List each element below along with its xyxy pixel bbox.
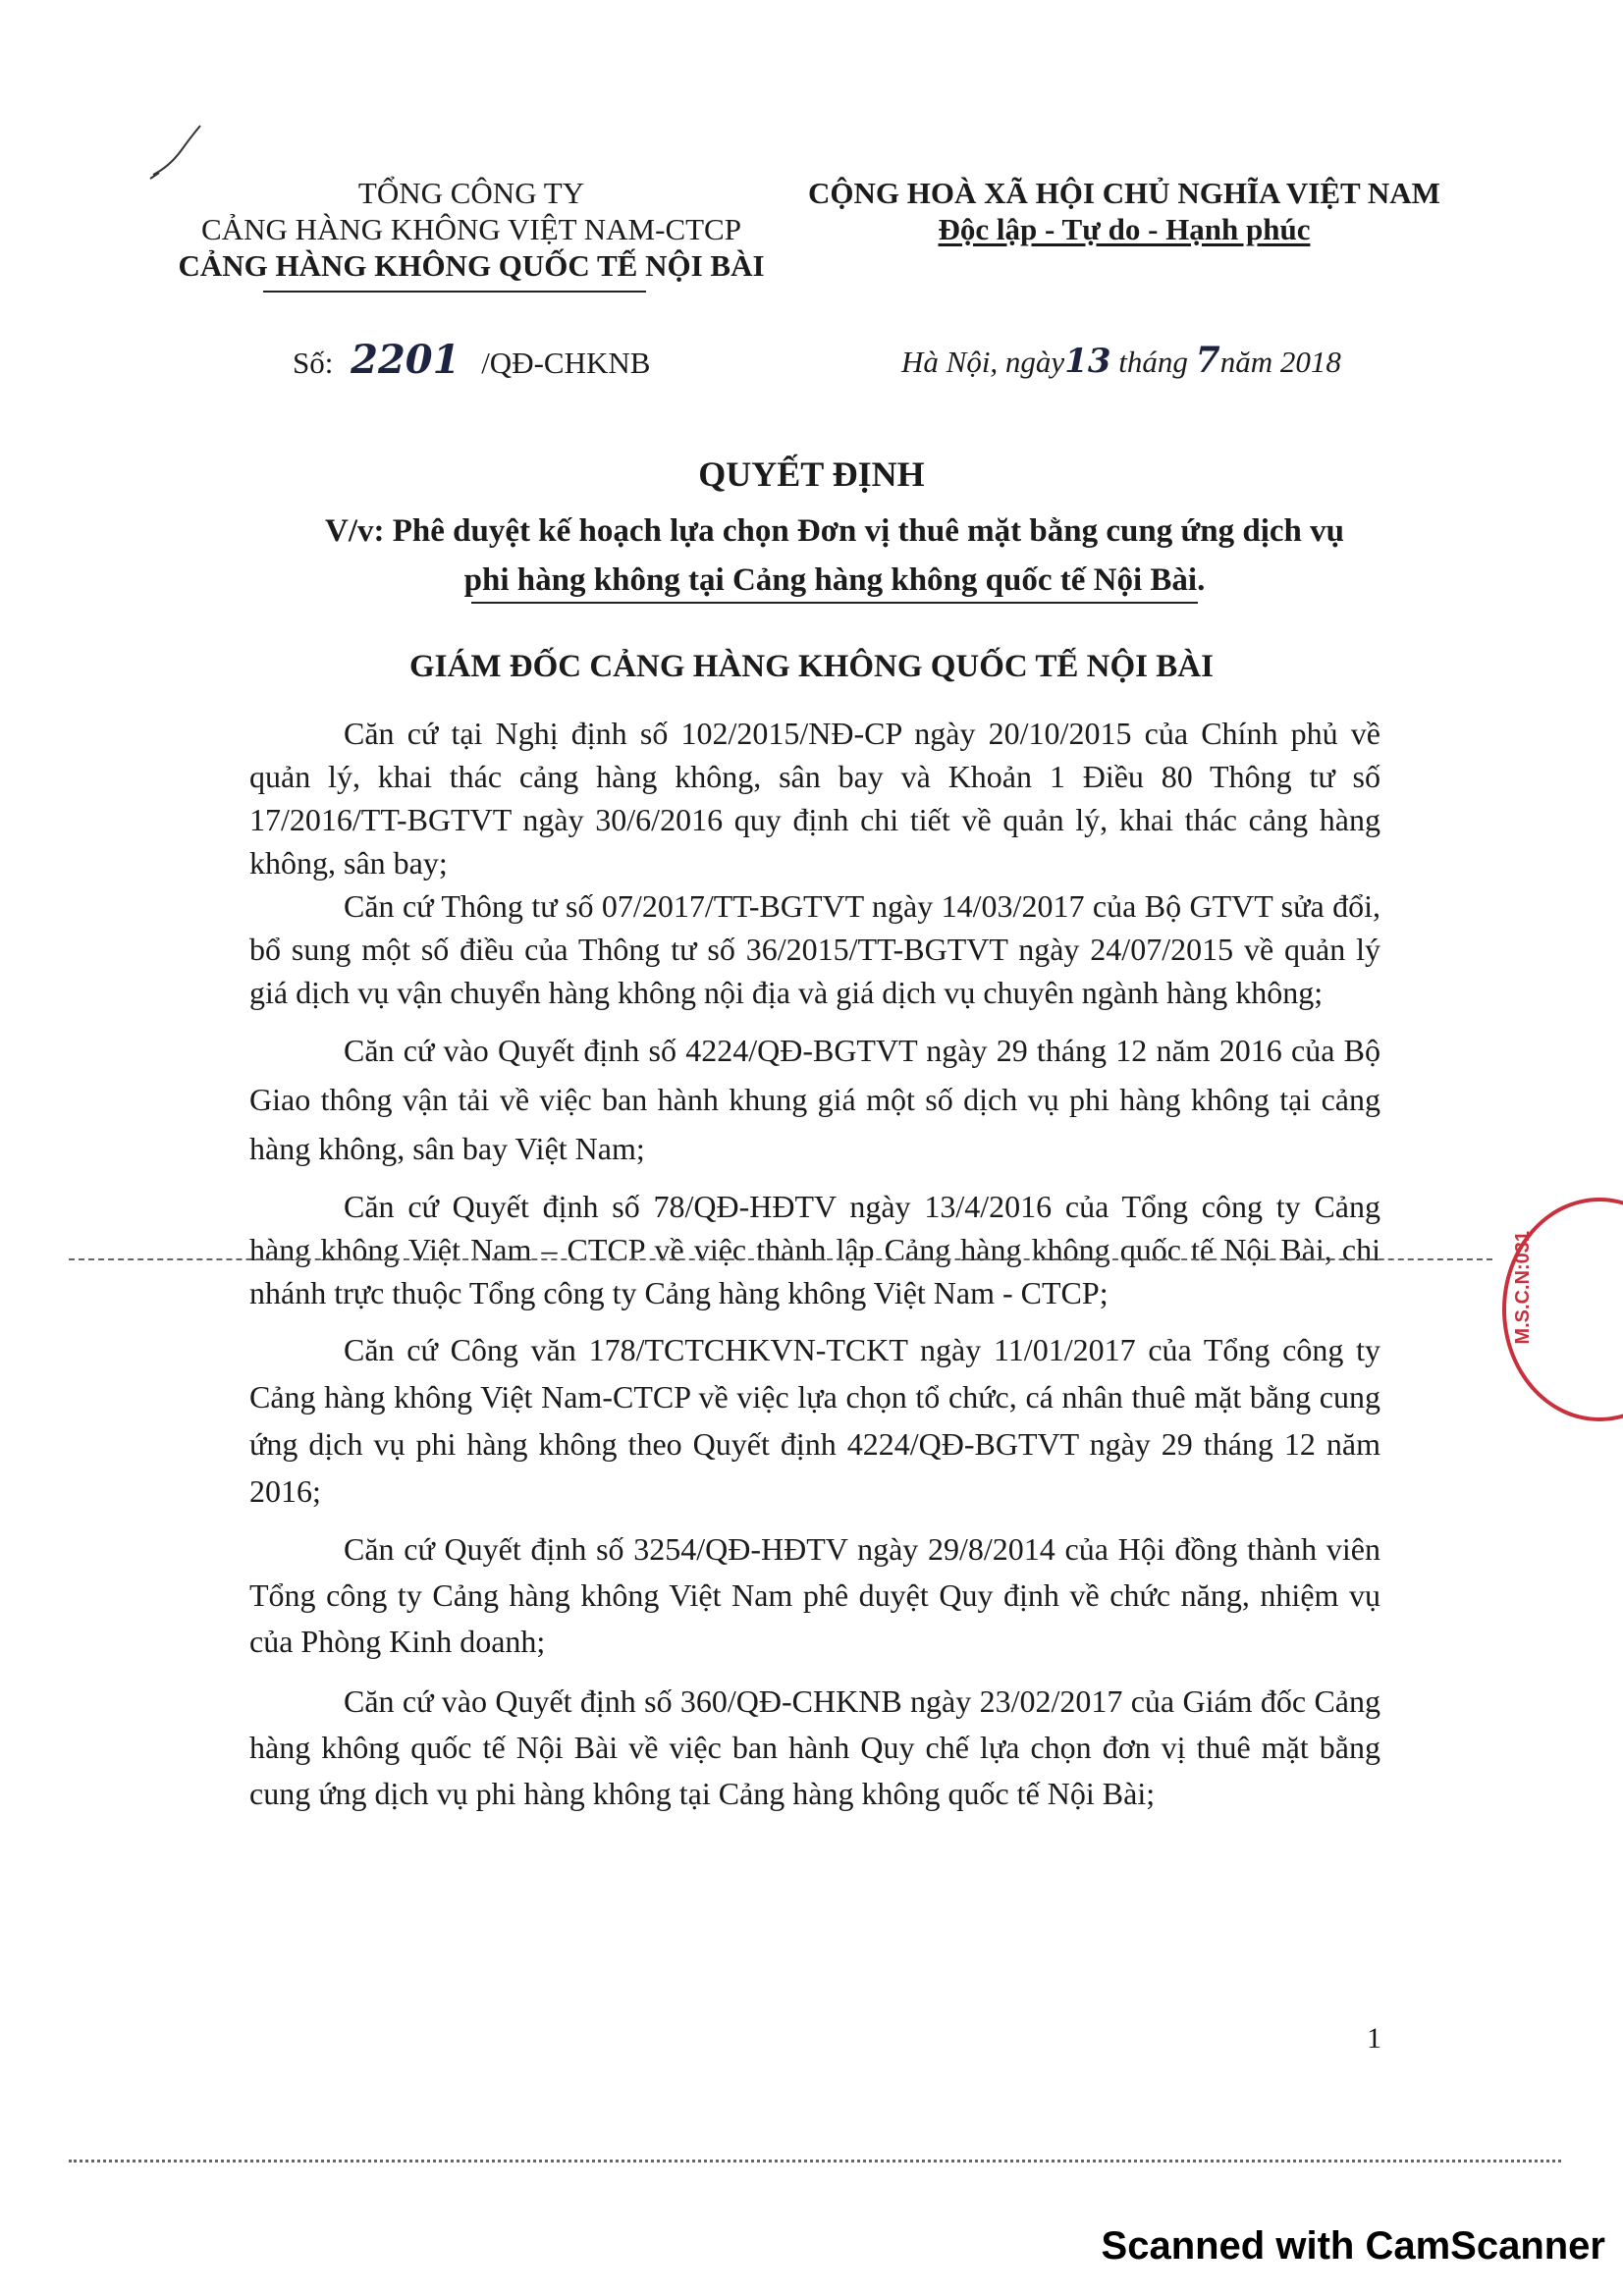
issuing-authority: GIÁM ĐỐC CẢNG HÀNG KHÔNG QUỐC TẾ NỘI BÀI bbox=[409, 649, 1214, 684]
date-year: năm 2018 bbox=[1219, 345, 1341, 379]
left-header bbox=[157, 175, 785, 284]
document-title: QUYẾT ĐỊNH bbox=[698, 454, 925, 494]
handwritten-month: 7 bbox=[1195, 340, 1220, 381]
document-number bbox=[293, 336, 650, 388]
agency-parent: TỔNG CÔNG TY bbox=[357, 176, 585, 210]
document-body bbox=[249, 712, 1380, 1817]
agency-name: CẢNG HÀNG KHÔNG QUỐC TẾ NỘI BÀI bbox=[178, 248, 765, 283]
subject-line-2: phi hàng không tại Cảng hàng không quốc tế Nội Bài. bbox=[463, 562, 1206, 598]
date-prefix: Hà Nội, ngày bbox=[901, 345, 1065, 379]
fold-line bbox=[69, 1258, 1492, 1260]
right-header bbox=[805, 175, 1443, 247]
number-prefix: Số: bbox=[293, 346, 334, 380]
subject-underline bbox=[471, 602, 1198, 604]
page-number: 1 bbox=[1367, 2022, 1381, 2055]
stamp-text: M.S.C.N:031 bbox=[1512, 1231, 1534, 1345]
camscanner-watermark: Scanned with CamScanner bbox=[1101, 2224, 1605, 2268]
agency-corporation: CẢNG HÀNG KHÔNG VIỆT NAM-CTCP bbox=[201, 212, 741, 246]
agency-underline bbox=[263, 291, 646, 293]
date-month-label: tháng bbox=[1118, 345, 1188, 379]
handwritten-day: 13 bbox=[1064, 342, 1111, 381]
subject-line-1: V/v: Phê duyệt kế hoạch lựa chọn Đơn vị thuê mặt bằng cung ứng dịch vụ bbox=[325, 513, 1344, 549]
handwritten-number: 2201 bbox=[351, 337, 460, 383]
paragraph-7: Căn cứ vào Quyết định số 360/QĐ-CHKNB ngày 23/02/2017 của Giám đốc Cảng hàng không quốc tế Nội Bài về việc ban hành Quy chế lựa chọn đơn vị thuê mặt bằng cung ứng dịch vụ phi hàng không tại Cảng hàng không quốc tế Nội Bài; bbox=[249, 1683, 1380, 1811]
document-date bbox=[901, 336, 1341, 387]
paragraph-3: Căn cứ vào Quyết định số 4224/QĐ-BGTVT ngày 29 tháng 12 năm 2016 của Bộ Giao thông vận tải về việc ban hành khung giá một số dịch vụ phi hàng không tại cảng hàng không, sân bay Việt Nam; bbox=[249, 1033, 1380, 1166]
paragraph-6: Căn cứ Quyết định số 3254/QĐ-HĐTV ngày 29/8/2014 của Hội đồng thành viên Tổng công ty Cảng hàng không Việt Nam phê duyệt Quy định về chức năng, nhiệm vụ của Phòng Kinh doanh; bbox=[249, 1531, 1380, 1659]
official-stamp bbox=[1502, 1198, 1623, 1421]
paragraph-4: Căn cứ Quyết định số 78/QĐ-HĐTV ngày 13/4/2016 của Tổng công ty Cảng hàng không Việt Nam – CTCP về việc thành lập Cảng hàng không quốc tế Nội Bài, chi nhánh trực thuộc Tổng công ty Cảng hàng không Việt Nam - CTCP; bbox=[249, 1189, 1380, 1310]
number-suffix: /QĐ-CHKNB bbox=[481, 346, 651, 380]
paragraph-5: Căn cứ Công văn 178/TCTCHKVN-TCKT ngày 11/01/2017 của Tổng công ty Cảng hàng không Việt Nam-CTCP về việc lựa chọn tổ chức, cá nhân thuê mặt bằng cung ứng dịch vụ phi hàng không theo Quyết định 4224/QĐ-BGTVT ngày 29 tháng 12 năm 2016; bbox=[249, 1332, 1380, 1509]
document-subject bbox=[226, 507, 1443, 605]
paragraph-1: Căn cứ tại Nghị định số 102/2015/NĐ-CP ngày 20/10/2015 của Chính phủ về quản lý, khai thác cảng hàng không, sân bay và Khoản 1 Điều 80 Thông tư số 17/2016/TT-BGTVT ngày 30/6/2016 quy định chi tiết về quản lý, khai thác cảng hàng không, sân bay; bbox=[249, 716, 1380, 881]
paragraph-2: Căn cứ Thông tư số 07/2017/TT-BGTVT ngày 14/03/2017 của Bộ GTVT sửa đổi, bổ sung một số điều của Thông tư số 36/2015/TT-BGTVT ngày 24/07/2015 về quản lý giá dịch vụ vận chuyển hàng không nội địa và giá dịch vụ chuyên ngành hàng không; bbox=[249, 888, 1380, 1010]
national-motto: Độc lập - Tự do - Hạnh phúc bbox=[938, 212, 1311, 246]
scan-edge-line bbox=[69, 2160, 1561, 2163]
national-title: CỘNG HOÀ XÃ HỘI CHỦ NGHĨA VIỆT NAM bbox=[808, 176, 1440, 210]
